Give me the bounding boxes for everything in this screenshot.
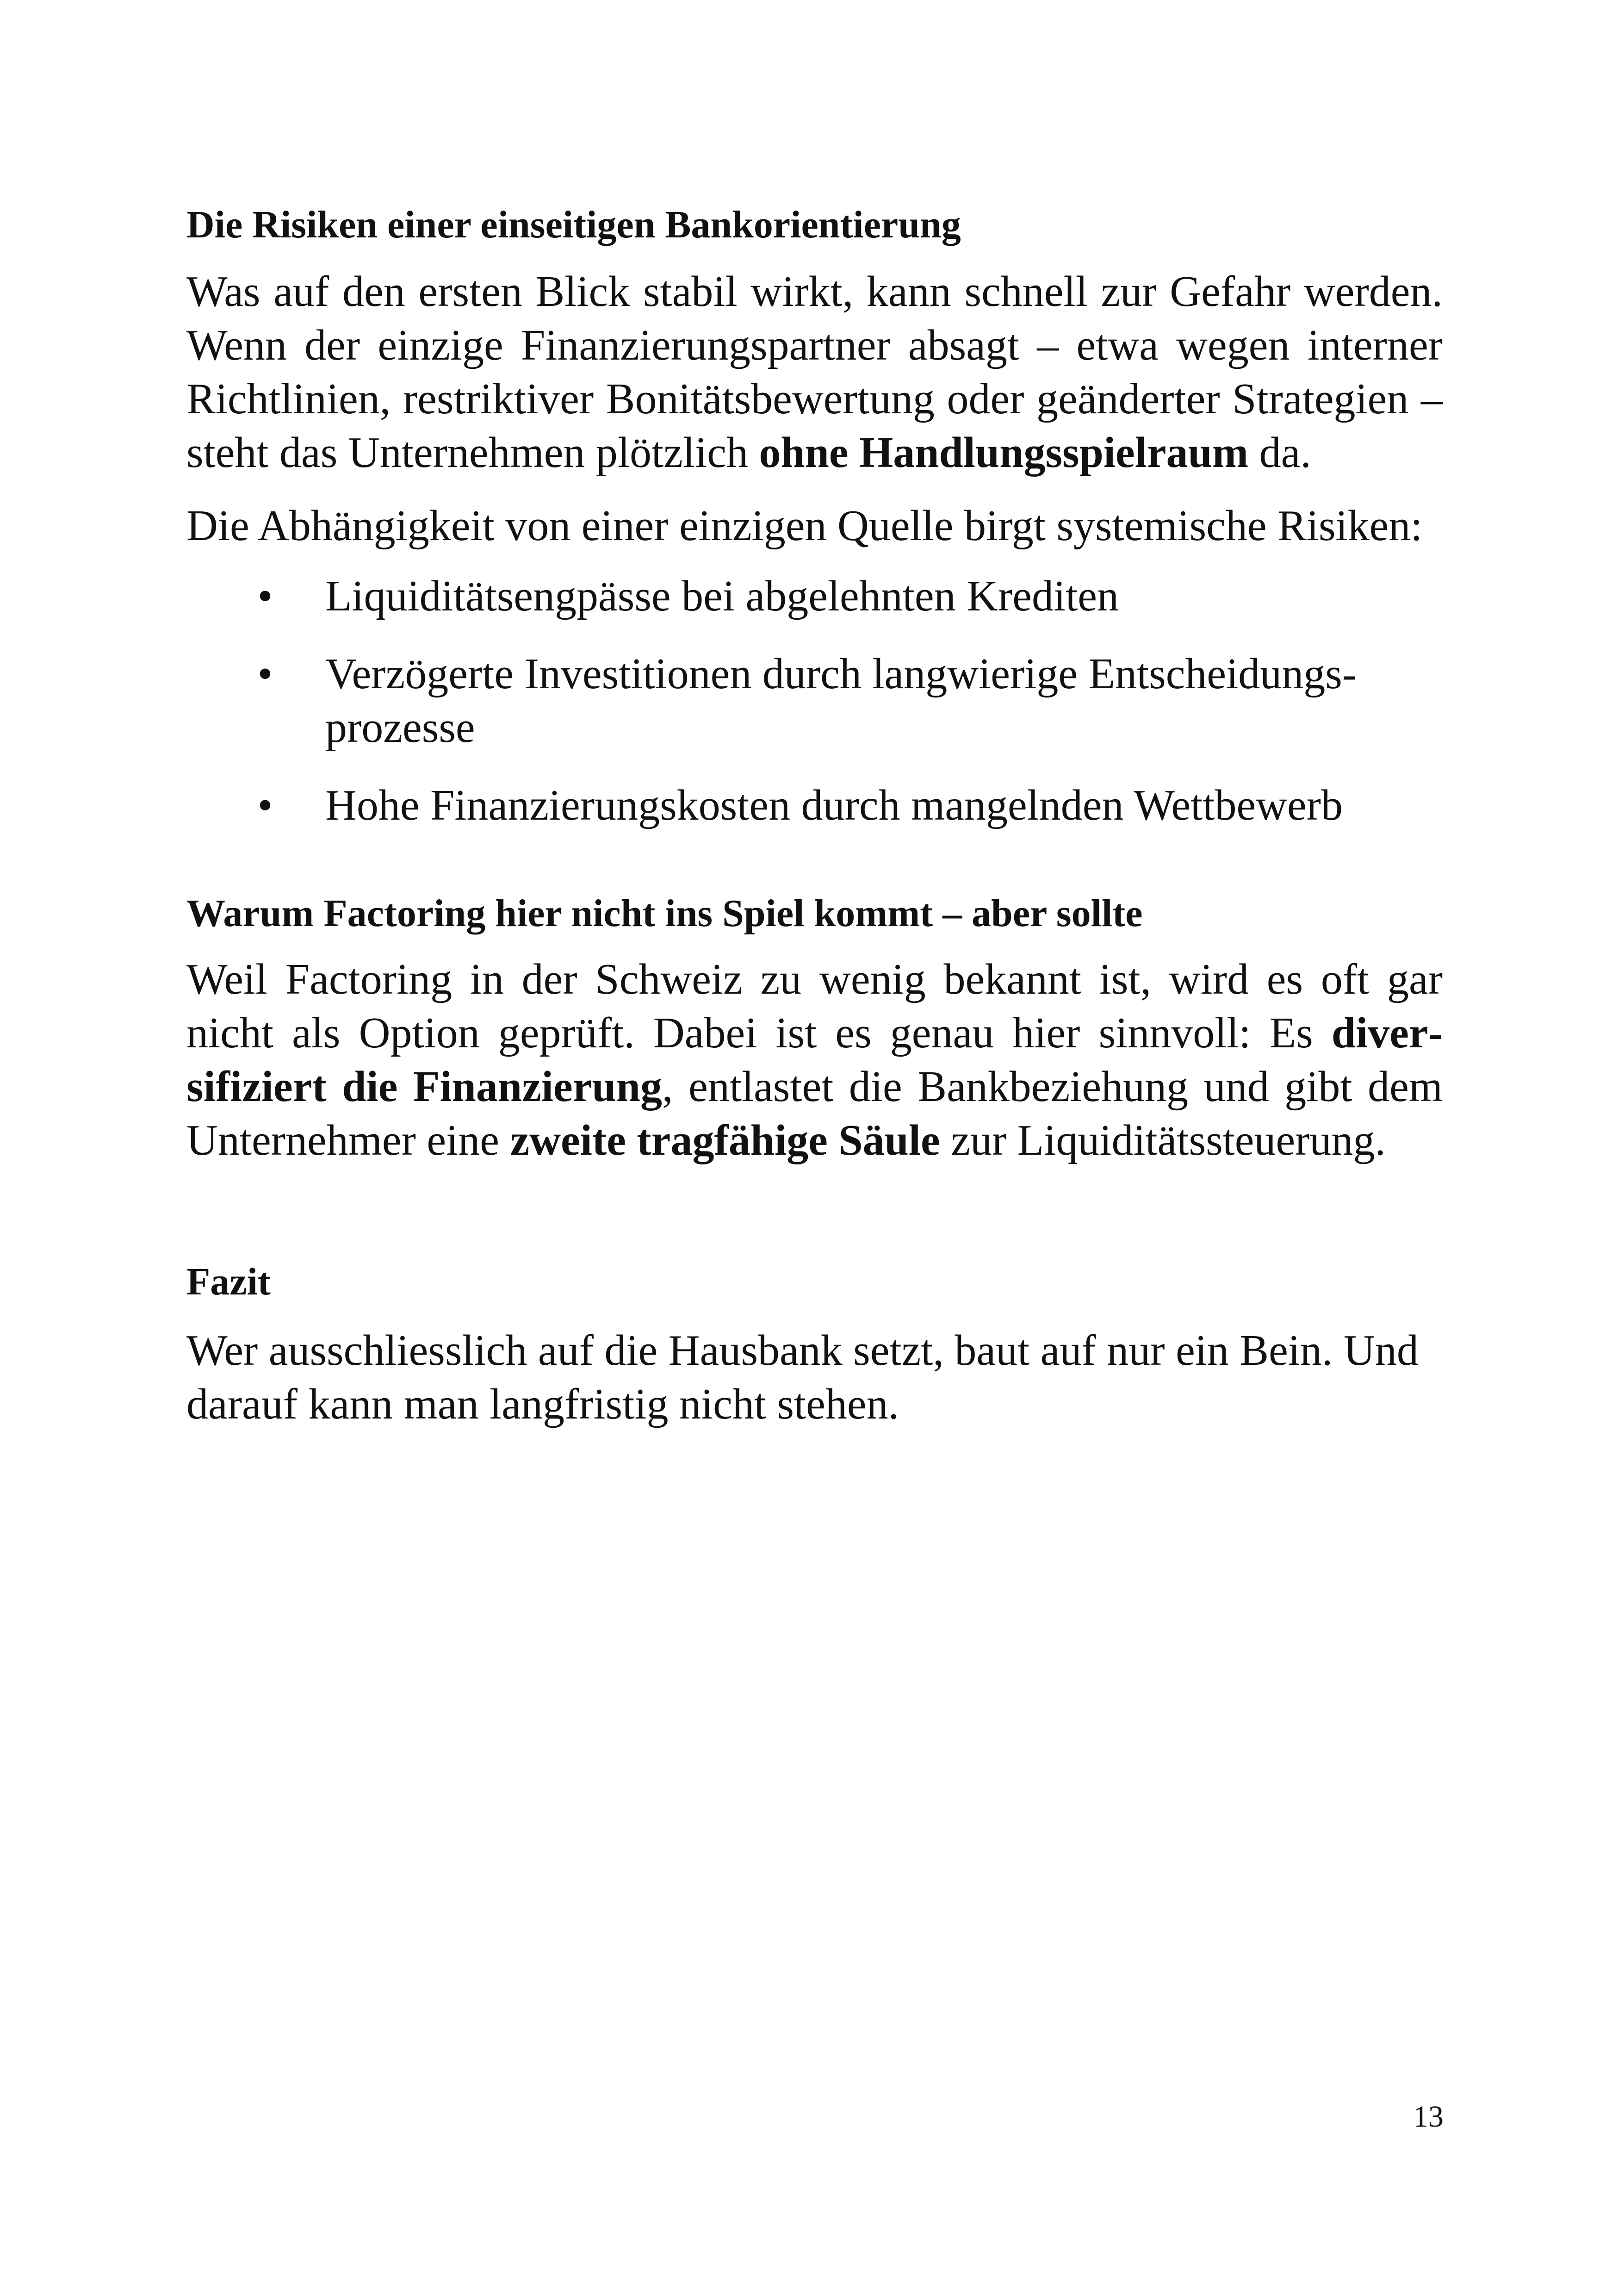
paragraph-dependency: Die Abhängigkeit von einer einzigen Quelle birgt systemische Risiken:	[186, 502, 1423, 550]
risk-bullet-list	[186, 569, 1443, 832]
emphasis-text: zweite tragfähige Säule	[510, 1116, 940, 1164]
list-item-text: Verzögerte Investitionen durch langwierige Entscheidungsprozesse	[325, 650, 1357, 752]
section-heading-factoring: Warum Factoring hier nicht ins Spiel kommt – aber sollte	[186, 892, 1143, 935]
section-heading-conclusion: Fazit	[186, 1260, 271, 1303]
emphasis-text: ohne Handlungsspielraum	[759, 429, 1249, 477]
list-item	[186, 647, 1443, 754]
page-content	[186, 199, 1443, 1431]
paragraph-text: Weil Factoring in der Schweiz zu wenig bekannt ist, wird es oft gar nicht als Option geprüft. Dabei ist es genau hier sinnvoll: Es	[186, 955, 1443, 1057]
bullet-icon: •	[257, 650, 273, 698]
page-number: 13	[1413, 2100, 1444, 2134]
section-heading-risks: Die Risiken einer einseitigen Bankorientierung	[186, 203, 961, 246]
bullet-icon: •	[257, 572, 273, 620]
paragraph-text: , entlastet die Bankbeziehung und gibt dem Unternehmer eine	[186, 1063, 1443, 1164]
list-item-text: Hohe Finanzierungskosten durch mangelnden Wettbewerb	[325, 781, 1343, 829]
bullet-icon: •	[257, 781, 273, 829]
paragraph-text: da.	[1248, 429, 1311, 477]
list-item	[186, 778, 1443, 832]
paragraph-text: zur Liquiditätssteuerung.	[940, 1116, 1386, 1164]
list-item-text: Liquiditätsengpässe bei abgelehnten Krediten	[325, 572, 1119, 620]
paragraph-text: Was auf den ersten Blick stabil wirkt, kann schnell zur Gefahr werden. Wenn der einzige Finanzierungspartner absagt – etwa wegen interner Richtlinien, restriktiver Bonitätsbewertung oder geänderter Strategien – steht das Unternehmen plötzlich	[186, 268, 1443, 477]
emphasis-text: diversifiziert die Finanzierung	[186, 1009, 1443, 1111]
list-item	[186, 569, 1443, 623]
paragraph-risks-intro	[186, 265, 1443, 479]
paragraph-factoring	[186, 952, 1443, 1167]
paragraph-conclusion: Wer ausschliesslich auf die Hausbank setzt, baut auf nur ein Bein. Und darauf kann man langfristig nicht stehen.	[186, 1326, 1419, 1428]
